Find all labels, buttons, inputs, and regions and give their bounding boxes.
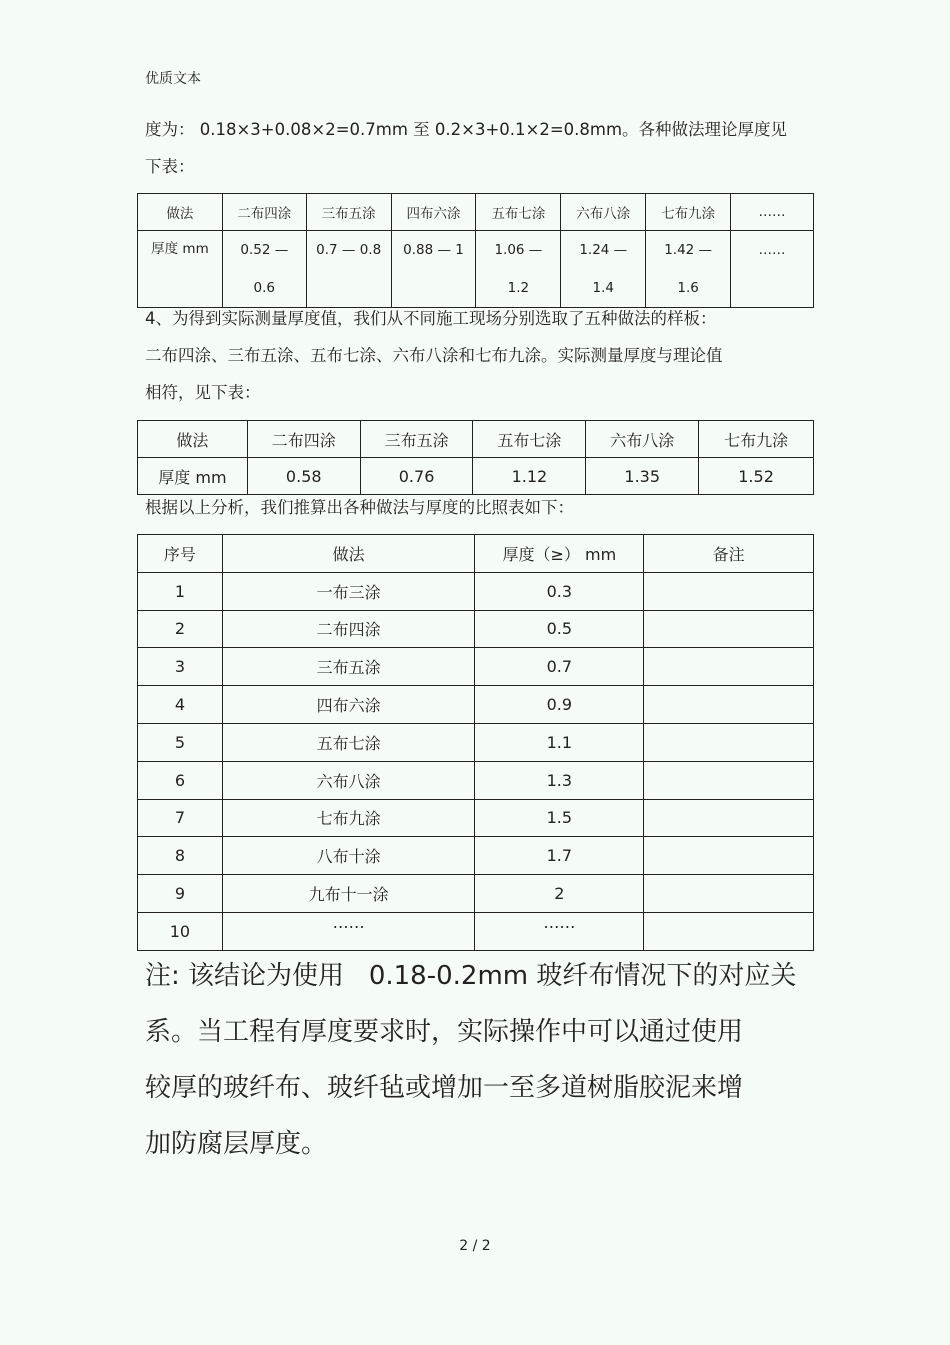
remark-cell xyxy=(644,610,814,648)
page-number: 2 / 2 xyxy=(459,1238,491,1254)
thickness-cell: 1.06 — 1.2 xyxy=(476,231,561,308)
method-cell: 二布四涂 xyxy=(247,421,360,458)
index-cell: 5 xyxy=(138,723,223,761)
remark-cell xyxy=(644,799,814,837)
note-line: 较厚的玻纤布、玻纤毡或增加一至多道树脂胶泥来增 xyxy=(145,1073,744,1103)
method-cell: 三布五涂 xyxy=(360,421,473,458)
index-cell: 2 xyxy=(138,610,223,648)
sample-line: 相符，见下表： xyxy=(145,383,261,402)
row-label-method: 做法 xyxy=(138,421,248,458)
row-label-thickness: 厚度 mm xyxy=(138,458,248,495)
index-cell: 9 xyxy=(138,875,223,913)
row-label-method: 做法 xyxy=(138,194,223,231)
method-cell: 五布七涂 xyxy=(476,194,561,231)
thickness-cell: 1.7 xyxy=(475,837,644,875)
remark-cell xyxy=(644,723,814,761)
value-cell: 0.76 xyxy=(360,458,473,495)
method-cell: 六布八涂 xyxy=(586,421,699,458)
note-line: 注: 该结论为使用 0.18-0.2mm 玻纤布情况下的对应关 xyxy=(145,961,797,991)
note-line: 系。当工程有厚度要求时，实际操作中可以通过使用 xyxy=(145,1017,744,1047)
thickness-cell: 0.52 — 0.6 xyxy=(222,231,306,308)
sample-line: 二布四涂、三布五涂、五布七涂、六布八涂和七布九涂。实际测量厚度与理论值 xyxy=(145,346,723,365)
sample-paragraph xyxy=(145,300,805,411)
thickness-cell: …… xyxy=(475,912,644,950)
theoretical-thickness-table xyxy=(137,193,814,308)
note-line: 加防腐层厚度。 xyxy=(145,1129,328,1159)
thickness-cell: 0.88 — 1 xyxy=(391,231,476,308)
table-row xyxy=(138,194,814,231)
thickness-cell: 1.24 — 1.4 xyxy=(561,231,646,308)
index-cell: 10 xyxy=(138,912,223,950)
method-cell: 五布七涂 xyxy=(222,723,475,761)
intro-paragraph xyxy=(145,111,805,185)
method-cell: 七布九涂 xyxy=(646,194,731,231)
comparison-table xyxy=(137,534,814,951)
index-cell: 7 xyxy=(138,799,223,837)
table-header-row xyxy=(138,535,814,573)
index-cell: 4 xyxy=(138,686,223,724)
method-cell: 五布七涂 xyxy=(473,421,586,458)
method-cell: 三布五涂 xyxy=(306,194,391,231)
method-cell: …… xyxy=(222,912,475,950)
method-cell: 六布八涂 xyxy=(561,194,646,231)
table-row xyxy=(138,421,814,458)
value-cell: 1.12 xyxy=(473,458,586,495)
analysis-paragraph: 根据以上分析，我们推算出各种做法与厚度的比照表如下： xyxy=(145,498,574,517)
thickness-cell: 0.5 xyxy=(475,610,644,648)
method-cell: 六布八涂 xyxy=(222,761,475,799)
table-row xyxy=(138,723,814,761)
remark-cell xyxy=(644,572,814,610)
table-row xyxy=(138,837,814,875)
intro-line: 下表： xyxy=(145,157,195,176)
table-row xyxy=(138,912,814,950)
remark-cell xyxy=(644,686,814,724)
method-cell: 一布三涂 xyxy=(222,572,475,610)
index-cell: 3 xyxy=(138,648,223,686)
remark-cell xyxy=(644,837,814,875)
index-cell: 6 xyxy=(138,761,223,799)
table-row xyxy=(138,686,814,724)
thickness-cell: 0.7 — 0.8 xyxy=(306,231,391,308)
thickness-cell: 2 xyxy=(475,875,644,913)
method-cell: 七布九涂 xyxy=(699,421,814,458)
table-row xyxy=(138,231,814,308)
method-cell: 七布九涂 xyxy=(222,799,475,837)
remark-cell xyxy=(644,912,814,950)
page-header: 优质文本 xyxy=(145,71,201,87)
intro-line: 度为： 0.18×3+0.08×2=0.7mm 至 0.2×3+0.1×2=0.8mm。各种做法理论厚度见 xyxy=(145,120,788,139)
thickness-cell: 1.42 — 1.6 xyxy=(646,231,731,308)
thickness-cell: 1.3 xyxy=(475,761,644,799)
table-row xyxy=(138,875,814,913)
header-remark: 备注 xyxy=(644,535,814,573)
table-row xyxy=(138,572,814,610)
method-cell: 二布四涂 xyxy=(222,610,475,648)
thickness-cell: 0.3 xyxy=(475,572,644,610)
table-row xyxy=(138,799,814,837)
index-cell: 1 xyxy=(138,572,223,610)
header-thickness: 厚度（≥） mm xyxy=(475,535,644,573)
sample-line: 4、为得到实际测量厚度值，我们从不同施工现场分别选取了五种做法的样板： xyxy=(145,309,717,328)
header-index: 序号 xyxy=(138,535,223,573)
method-cell: …… xyxy=(731,194,814,231)
method-cell: 四布六涂 xyxy=(391,194,476,231)
index-cell: 8 xyxy=(138,837,223,875)
thickness-cell: 0.7 xyxy=(475,648,644,686)
value-cell: 1.35 xyxy=(586,458,699,495)
method-cell: 九布十一涂 xyxy=(222,875,475,913)
value-cell: 0.58 xyxy=(247,458,360,495)
table-row xyxy=(138,761,814,799)
method-cell: 八布十涂 xyxy=(222,837,475,875)
remark-cell xyxy=(644,875,814,913)
measured-thickness-table xyxy=(137,420,814,495)
value-cell: 1.52 xyxy=(699,458,814,495)
thickness-cell: 1.5 xyxy=(475,799,644,837)
note-paragraph xyxy=(145,948,815,1172)
thickness-cell: 1.1 xyxy=(475,723,644,761)
thickness-cell: 0.9 xyxy=(475,686,644,724)
remark-cell xyxy=(644,761,814,799)
row-label-thickness: 厚度 mm xyxy=(138,231,223,308)
header-method: 做法 xyxy=(222,535,475,573)
method-cell: 二布四涂 xyxy=(222,194,306,231)
method-cell: 三布五涂 xyxy=(222,648,475,686)
method-cell: 四布六涂 xyxy=(222,686,475,724)
table-row xyxy=(138,648,814,686)
table-row xyxy=(138,610,814,648)
remark-cell xyxy=(644,648,814,686)
thickness-cell: …… xyxy=(731,231,814,308)
